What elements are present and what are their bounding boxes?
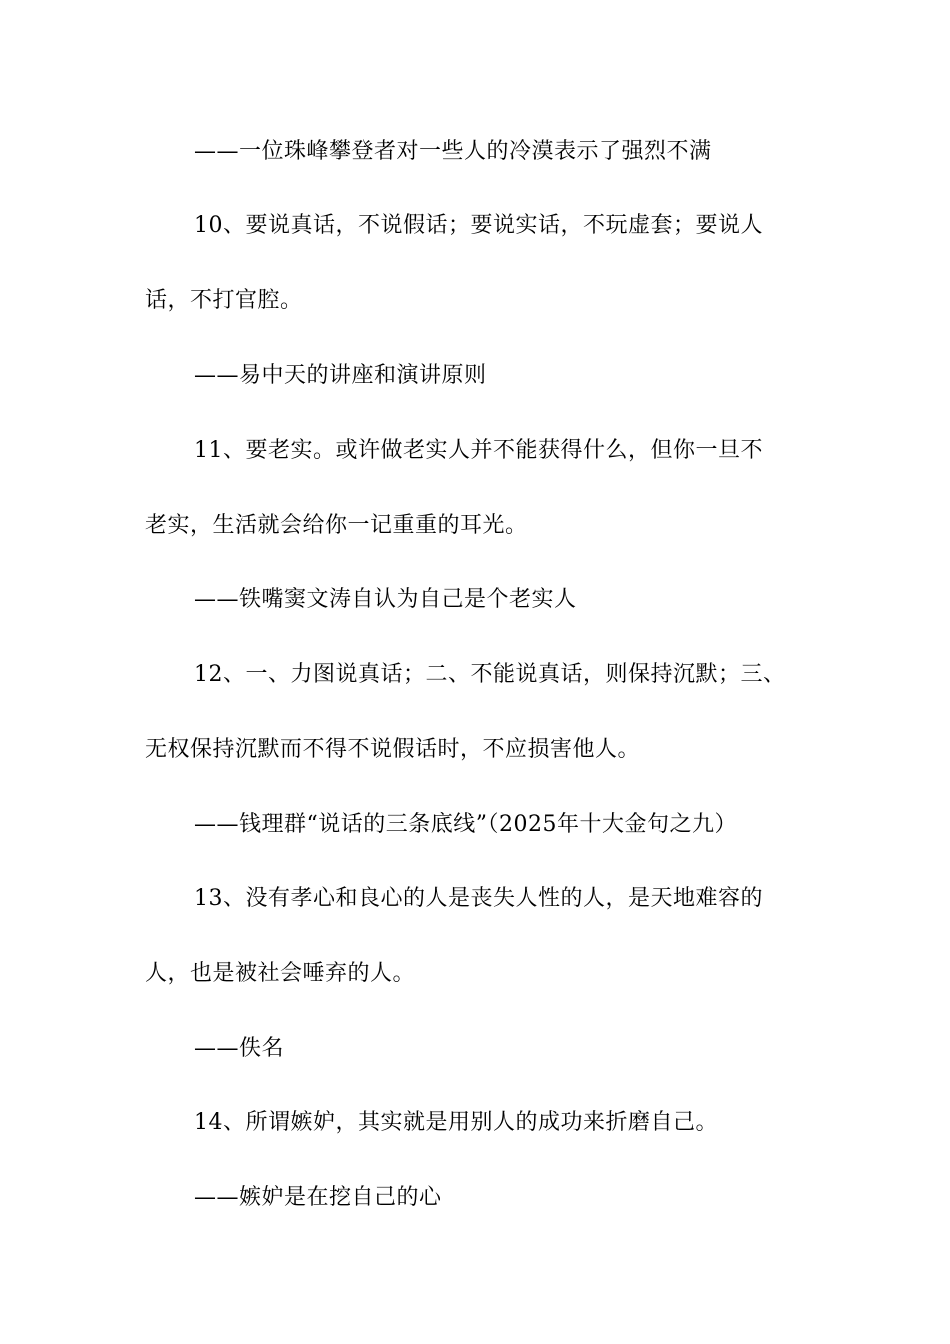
quote-11-text: 11、要老实。或许做老实人并不能获得什么，但你一旦不 bbox=[194, 438, 763, 463]
quote-14-text: 14、所谓嫉妒，其实就是用别人的成功来折磨自己。 bbox=[194, 1110, 718, 1135]
quote-14-attribution: ——嫉妒是在挖自己的心 bbox=[194, 1185, 442, 1210]
quote-11-text-continued: 老实，生活就会给你一记重重的耳光。 bbox=[145, 513, 528, 538]
quote-attribution: ——一位珠峰攀登者对一些人的冷漠表示了强烈不满 bbox=[194, 139, 712, 164]
quote-13-text-continued: 人，也是被社会唾弃的人。 bbox=[145, 961, 416, 986]
quote-10-attribution: ——易中天的讲座和演讲原则 bbox=[194, 363, 487, 388]
quote-10-text-continued: 话，不打官腔。 bbox=[145, 288, 303, 313]
quote-11-attribution: ——铁嘴窦文涛自认为自己是个老实人 bbox=[194, 587, 577, 612]
quote-10-text: 10、要说真话，不说假话；要说实话，不玩虚套；要说人 bbox=[194, 213, 763, 238]
quote-12-attribution: ——钱理群“说话的三条底线”（2025年十大金句之九） bbox=[194, 812, 737, 837]
quote-12-text: 12、一、力图说真话；二、不能说真话，则保持沉默；三、 bbox=[194, 662, 786, 687]
quote-12-text-continued: 无权保持沉默而不得不说假话时，不应损害他人。 bbox=[145, 737, 641, 762]
quote-13-attribution: ——佚名 bbox=[194, 1036, 285, 1061]
quote-13-text: 13、没有孝心和良心的人是丧失人性的人，是天地难容的 bbox=[194, 886, 763, 911]
